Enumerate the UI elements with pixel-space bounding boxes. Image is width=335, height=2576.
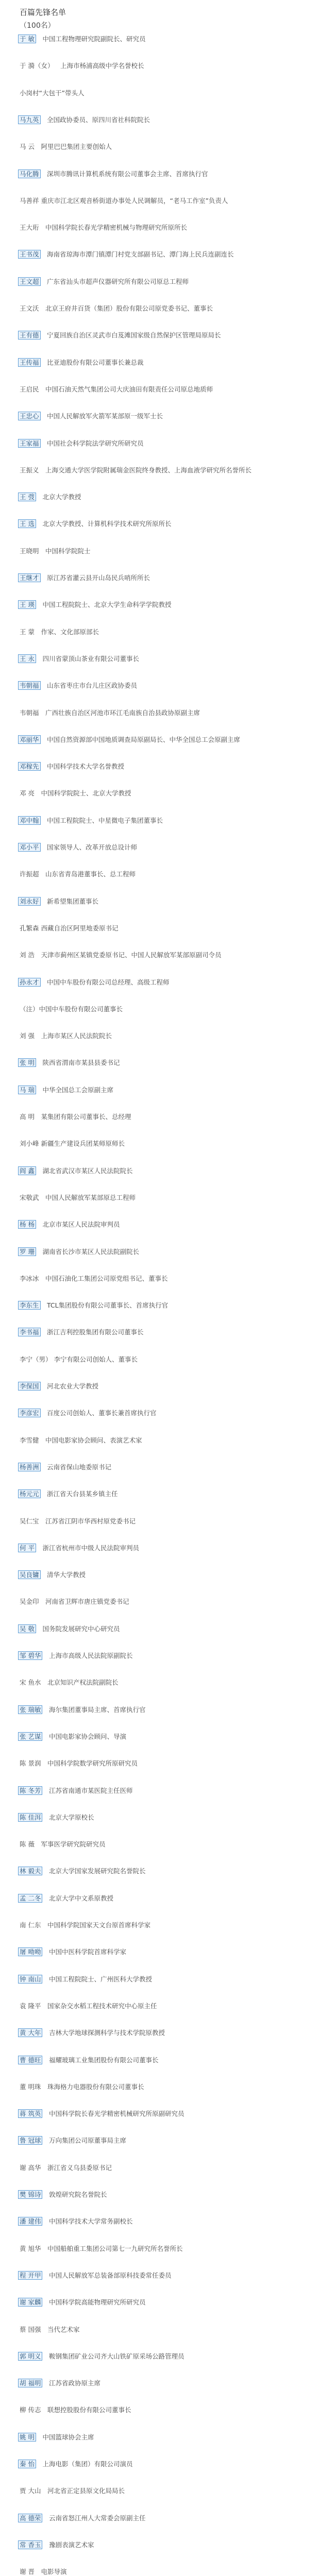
person-name: 胡 福明 — [18, 2379, 42, 2387]
name-entry — [20, 2486, 329, 2496]
name-entry — [18, 2055, 327, 2065]
person-name: 常 香玉 — [18, 2540, 42, 2549]
person-name: 高 德荣 — [18, 2514, 42, 2522]
person-description: 中国工程物理研究院副院长、研究员 — [42, 35, 146, 43]
name-entry — [18, 681, 327, 690]
person-name: 李彦宏 — [18, 1409, 41, 1417]
person-description: 新希望集团董事长 — [47, 897, 99, 905]
person-description: 国家杂交水稻工程技术研究中心原主任 — [47, 2002, 157, 2010]
name-entry — [20, 61, 329, 71]
person-description: 中国自然资源部中国地质调查局原副局长、中华全国总工会原副主席 — [47, 736, 241, 743]
person-description: 上海市杨浦高级中学名誉校长 — [60, 62, 144, 70]
person-description: 北京大学教授、计算机科学技术研究所原所长 — [42, 520, 172, 528]
person-name: 袁 隆平 — [20, 2002, 41, 2010]
name-entry — [20, 2163, 329, 2173]
name-entry — [18, 1570, 327, 1580]
person-description: 马善祥 重庆市江北区观音桥街道办事处人民调解员，“老马工作室”负责人 — [20, 197, 228, 205]
person-description: 深圳市腾讯计算机系统有限公司董事会主席、首席执行官 — [47, 170, 208, 178]
name-entry — [18, 2216, 327, 2226]
person-description: 孔繁森 西藏自治区阿里地委原书记 — [20, 924, 119, 932]
person-description: 广西壮族自治区河池市环江毛南族自治县政协原副主席 — [45, 709, 200, 717]
name-entry — [18, 1247, 327, 1257]
person-name: 贾 大山 — [20, 2487, 41, 2495]
person-description: 比亚迪股份有限公司董事长兼总裁 — [47, 359, 144, 366]
person-description: 中国电影家协会顾问、导演 — [48, 1733, 126, 1740]
name-entry — [18, 600, 327, 609]
person-name: 姚 明 — [18, 2433, 36, 2442]
name-entry — [18, 492, 327, 502]
person-name: 秦 怡 — [18, 2460, 36, 2468]
person-description: 中国科学院院士 — [45, 547, 91, 555]
name-entry — [18, 1732, 327, 1741]
person-description: 中国科学院长春光学精密机械研究所原副研究员 — [48, 2110, 185, 2117]
name-entry — [18, 2136, 327, 2145]
person-name: 吴 敬 — [18, 1624, 36, 1633]
person-description: 阿里巴巴集团主要创始人 — [41, 143, 112, 150]
person-description: 河北省正定县原文化局局长 — [47, 2487, 125, 2495]
person-name: 张 艺谋 — [18, 1732, 42, 1741]
name-entry — [20, 1139, 329, 1148]
name-entry — [18, 1327, 327, 1337]
person-description: 江苏省政协原主席 — [48, 2379, 100, 2387]
person-name: 蔡 国强 — [20, 2326, 41, 2333]
name-entry — [18, 1893, 327, 1903]
person-description: 上海市高级人民法院原副院长 — [48, 1652, 133, 1659]
person-name: 王 选 — [18, 519, 36, 528]
name-entry — [20, 1354, 329, 1364]
person-name: 高 明 — [20, 1113, 35, 1121]
person-description: 中国人民解放军某部原总工程师 — [45, 1194, 136, 1201]
person-description: 中国船舶重工集团公司第七一九研究所名誉所长 — [47, 2245, 183, 2252]
person-description: 天津市蓟州区某镇党委原书记、中国人民解放军某部原副司令员 — [41, 951, 222, 959]
person-name: 王启民 — [20, 385, 39, 393]
person-name: 宋敬武 — [20, 1194, 39, 1201]
name-entry — [20, 1516, 329, 1526]
person-name: 李保国 — [18, 1382, 41, 1391]
person-name: 王书茂 — [18, 250, 41, 259]
person-name: 吴金印 — [20, 1598, 39, 1605]
person-name: 程 开甲 — [18, 2271, 42, 2280]
person-name: 杨 杨 — [18, 1220, 36, 1229]
person-description: （注）中国中车股份有限公司董事长 — [20, 1005, 123, 1013]
person-name: 樊 锦诗 — [18, 2190, 42, 2199]
person-name: 王 永 — [18, 654, 36, 663]
person-name: 张 明 — [18, 1058, 36, 1067]
person-description: 中国工程院院士、中星微电子集团董事长 — [47, 817, 163, 824]
name-entry — [18, 1866, 327, 1876]
person-name: 于 敏 — [18, 35, 36, 43]
person-name: 邓 亮 — [20, 789, 35, 797]
person-name: 刘 浩 — [20, 951, 35, 959]
name-entry — [18, 249, 327, 259]
person-name: 蒋 筑英 — [18, 2109, 42, 2118]
name-entry — [18, 2540, 327, 2550]
name-entry — [18, 2297, 327, 2307]
name-entry — [18, 896, 327, 906]
name-entry — [18, 330, 327, 340]
name-entry — [20, 384, 329, 394]
name-entry — [20, 303, 329, 313]
name-entry — [18, 358, 327, 367]
person-name: 邓稼先 — [18, 762, 41, 771]
person-name: 陈 佳洱 — [18, 1813, 42, 1822]
person-name: 李书福 — [18, 1328, 41, 1336]
person-description: 上海市某区人民法院院长 — [41, 1032, 112, 1040]
name-entry — [18, 2109, 327, 2119]
person-name: 王忠心 — [18, 412, 41, 420]
person-description: 珠海格力电器股份有限公司董事长 — [47, 2083, 144, 2091]
person-name: 鲁 冠球 — [18, 2136, 42, 2145]
name-entry — [18, 2028, 327, 2038]
person-name: 钟 南山 — [18, 1975, 42, 1984]
person-name: 邹 碧华 — [18, 1651, 42, 1660]
name-entry — [18, 1974, 327, 1984]
section-title: 百篇先锋名单 — [20, 8, 66, 17]
name-entry — [18, 1166, 327, 1176]
person-name: 屠 呦呦 — [18, 1947, 42, 1956]
person-name: 谢 晋 — [20, 2568, 35, 2575]
name-entry — [20, 1839, 329, 1849]
person-description: 山东省枣庄市台儿庄区政协委员 — [47, 682, 138, 689]
person-description: 山东省青岛港董事长、总工程师 — [45, 870, 136, 878]
person-name: 林 毅夫 — [18, 1867, 42, 1875]
person-name: 何 平 — [18, 1544, 36, 1552]
name-entry — [18, 977, 327, 987]
person-name: 邓中翰 — [18, 816, 41, 825]
person-name: 王家福 — [18, 439, 41, 448]
person-description: 国家领导人、改革开放总设计师 — [47, 843, 138, 851]
name-entry — [20, 950, 329, 960]
person-description: 敦煌研究院名誉院长 — [48, 2191, 107, 2198]
name-entry — [18, 34, 327, 44]
person-description: 河南省卫辉市唐庄镇党委书记 — [45, 1598, 129, 1605]
person-description: 北京知识产权法院副院长 — [47, 1679, 119, 1686]
person-name: 罗 珊 — [18, 1247, 36, 1256]
person-description: 中国工程院院士、北京大学生命科学学院教授 — [42, 601, 172, 608]
person-name: 孟 二冬 — [18, 1894, 42, 1903]
name-entry — [20, 1004, 329, 1014]
name-entry — [18, 1462, 327, 1472]
name-entry — [18, 1489, 327, 1499]
name-entry — [18, 2459, 327, 2469]
person-name: 潘 建伟 — [18, 2217, 42, 2226]
name-entry — [20, 708, 329, 718]
person-description: 万向集团公司原董事局主席 — [48, 2137, 126, 2144]
person-description: 北京大学教授 — [42, 493, 81, 501]
name-entry — [18, 115, 327, 125]
name-entry — [20, 2405, 329, 2415]
person-description: 云南省怒江州人大常委会原副主任 — [48, 2514, 146, 2522]
person-name: 王文超 — [18, 277, 41, 286]
person-name: 于 漪（女） — [20, 62, 54, 70]
person-name: 杨元元 — [18, 1489, 41, 1498]
name-entry — [18, 169, 327, 179]
name-entry — [18, 1219, 327, 1229]
name-entry — [20, 2001, 329, 2011]
name-entry — [20, 1920, 329, 1930]
name-entry — [20, 1597, 329, 1606]
person-description: 中国中医科学院首席科学家 — [48, 1948, 126, 1956]
name-entry — [18, 816, 327, 825]
name-entry — [18, 1812, 327, 1822]
name-entry — [18, 1300, 327, 1310]
person-name: 孙永才 — [18, 978, 41, 987]
person-description: 原江苏省灌云县开山岛民兵哨所所长 — [47, 574, 150, 582]
person-description: 全国政协委员、原四川省社科院院长 — [47, 116, 150, 124]
person-name: 王继才 — [18, 573, 41, 582]
name-entry — [20, 627, 329, 637]
person-name: 董 明珠 — [20, 2083, 41, 2091]
person-name: 谢 家麟 — [18, 2298, 42, 2307]
name-entry — [20, 788, 329, 798]
person-name: 李东生 — [18, 1301, 41, 1310]
name-entry — [20, 2325, 329, 2334]
name-entry — [18, 1058, 327, 1067]
person-description: 浙江省杭州市中级人民法院审判员 — [42, 1544, 139, 1552]
person-name: 刘永好 — [18, 897, 41, 906]
person-name: 王传福 — [18, 358, 41, 367]
person-description: 清华大学教授 — [47, 1571, 86, 1579]
person-description: 鞍钢集团矿业公司齐大山铁矿原采场公路管理员 — [48, 2352, 185, 2360]
name-entry — [18, 735, 327, 744]
person-description: 中国篮球协会主席 — [42, 2433, 94, 2441]
person-description: 中国中车股份有限公司总经理、高级工程师 — [47, 978, 170, 986]
name-entry — [20, 2244, 329, 2253]
name-entry — [18, 2378, 327, 2388]
name-entry — [18, 1085, 327, 1095]
person-name: 许振超 — [20, 870, 39, 878]
person-description: 陕西省渭南市某县县委书记 — [42, 1059, 120, 1066]
name-entry — [20, 223, 329, 232]
person-name: 柳 传志 — [20, 2406, 41, 2414]
person-description: 中国科学院国家天文台原首席科学家 — [47, 1921, 150, 1929]
person-name: 马 云 — [20, 143, 35, 150]
name-entry — [20, 869, 329, 879]
person-description: 河北农业大学教授 — [47, 1382, 99, 1390]
person-description: 中国科学院长春光学精密机械与物理研究所原所长 — [45, 224, 188, 231]
person-name: 曹 德旺 — [18, 2056, 42, 2064]
person-description: 北京大学国家发展研究院名誉院长 — [48, 1867, 146, 1875]
name-entry — [18, 1786, 327, 1795]
person-description: 湖北省武汉市某区人民法院院长 — [42, 1167, 133, 1175]
name-entry — [18, 1408, 327, 1418]
person-name: 王文沃 — [20, 304, 39, 312]
name-entry — [18, 2513, 327, 2523]
name-entry — [20, 196, 329, 206]
person-name: 王有德 — [18, 331, 41, 340]
name-entry — [20, 546, 329, 556]
name-entry — [18, 1947, 327, 1957]
section-count: （100名） — [20, 22, 55, 30]
person-description: 浙江省天台县某乡镇主任 — [47, 1490, 118, 1498]
person-name: 马化腾 — [18, 170, 41, 178]
person-name: 王 蒙 — [20, 628, 35, 636]
name-entry — [18, 2190, 327, 2199]
person-description: 浙江省义乌县委原书记 — [47, 2164, 112, 2172]
person-description: TCL集团股份有限公司董事长、首席执行官 — [47, 1301, 169, 1309]
name-entry — [18, 2351, 327, 2361]
person-name: 杨善洲 — [18, 1463, 41, 1471]
name-entry — [20, 2082, 329, 2092]
person-name: 王 瑛 — [18, 600, 36, 609]
person-description: 作家、文化部原部长 — [41, 628, 99, 636]
person-name: 陈 冬芳 — [18, 1786, 42, 1795]
person-description: 中国石油化工集团公司原党组书记、董事长 — [45, 1275, 168, 1282]
person-description: 湖南省长沙市某区人民法院副院长 — [42, 1248, 139, 1256]
name-entry — [18, 1624, 327, 1634]
person-name: 黄 旭华 — [20, 2245, 41, 2252]
person-description: 电影导演 — [41, 2568, 67, 2575]
person-description: 某集团有限公司董事长、总经理 — [41, 1113, 131, 1121]
name-entry — [20, 88, 329, 98]
person-description: 中国科学技术大学常务副校长 — [48, 2217, 133, 2225]
person-name: 谢 高华 — [20, 2164, 41, 2172]
name-entry — [18, 842, 327, 852]
person-name: 李冰冰 — [20, 1275, 39, 1282]
person-name: 吴仁宝 — [20, 1517, 39, 1525]
person-name: 宋 鱼水 — [20, 1679, 41, 1686]
person-description: 海尔集团董事局主席、首席执行官 — [48, 1706, 146, 1714]
name-entry — [20, 1758, 329, 1768]
person-description: 联想控股股份有限公司董事长 — [47, 2406, 131, 2414]
person-description: 中国科学院院士、北京大学教授 — [41, 789, 131, 797]
person-description: 浙江吉利控股集团有限公司董事长 — [47, 1328, 144, 1336]
person-description: 中国石油天然气集团公司大庆油田有限责任公司原总地质师 — [45, 385, 213, 393]
person-description: 广东省汕头市超声仪器研究所有限公司原总工程师 — [47, 278, 189, 285]
person-name: 王晓明 — [20, 547, 39, 555]
person-description: 中国科学院数学研究所原研究员 — [47, 1759, 138, 1767]
person-description: 中国人民解放军火箭军某部原一级军士长 — [47, 412, 163, 420]
person-name: 吴良镛 — [18, 1570, 41, 1579]
person-description: 云南省保山地委原书记 — [47, 1463, 112, 1471]
person-name: 王振义 — [20, 466, 39, 474]
person-name: 张 瑞敏 — [18, 1705, 42, 1714]
person-description: 上海电影（集团）有限公司演员 — [42, 2460, 133, 2468]
person-name: 刘 强 — [20, 1032, 35, 1040]
person-description: 国务院发展研究中心研究员 — [42, 1625, 120, 1633]
person-name: 陈 薇 — [20, 1840, 35, 1848]
name-entry — [18, 1651, 327, 1660]
name-entry — [18, 1705, 327, 1715]
person-description: 海南省琼海市潭门镇潭门村党支部副书记、潭门海上民兵连副连长 — [47, 250, 234, 258]
name-entry — [18, 2432, 327, 2442]
name-entry — [20, 1031, 329, 1041]
person-description: 北京大学原校长 — [48, 1814, 94, 1821]
person-description: 李宁（男） 李宁有限公司创始人、董事长 — [20, 1355, 138, 1363]
name-entry — [18, 438, 327, 448]
person-description: 上海交通大学医学院附属瑞金医院终身教授、上海血液学研究所名誉所长 — [45, 466, 252, 474]
name-entry — [20, 1112, 329, 1122]
name-entry — [20, 1193, 329, 1202]
name-entry — [20, 923, 329, 933]
name-entry — [18, 2270, 327, 2280]
person-name: 邓丽华 — [18, 735, 41, 744]
person-description: 江苏省南通市某医院主任医师 — [48, 1787, 133, 1794]
person-description: 吉林大学地球探测科学与技术学院原教授 — [48, 2029, 165, 2037]
person-name: 李雪健 — [20, 1436, 39, 1444]
name-entry — [18, 411, 327, 421]
name-entry — [20, 2567, 329, 2576]
person-name: 韦朝福 — [18, 681, 41, 690]
name-entry — [18, 573, 327, 583]
person-description: 江苏省江阴市华西村原党委书记 — [45, 1517, 136, 1525]
person-description: 当代艺术家 — [47, 2326, 80, 2333]
person-description: 军事医学研究院研究员 — [41, 1840, 106, 1848]
name-entry — [20, 465, 329, 475]
person-description: 北京王府井百货（集团）股份有限公司原党委书记、董事长 — [45, 304, 213, 312]
name-entry — [18, 277, 327, 286]
person-name: 马 瑞 — [18, 1086, 36, 1094]
person-name: 黄 大年 — [18, 2028, 42, 2037]
name-entry — [18, 761, 327, 771]
person-description: 中国人民解放军总装备部原科技委常任委员 — [48, 2272, 172, 2279]
person-description: 福耀玻璃工业集团股份有限公司董事长 — [48, 2056, 159, 2064]
person-description: 刘小峰 新疆生产建设兵团某师原师长 — [20, 1140, 125, 1147]
person-description: 百度公司创始人、董事长兼首席执行官 — [47, 1409, 157, 1417]
person-description: 宁夏回族自治区灵武市白芨滩国家级自然保护区管理局原局长 — [47, 331, 221, 339]
name-entry — [20, 1677, 329, 1687]
person-description: 豫剧表演艺术家 — [48, 2541, 94, 2549]
name-entry — [20, 1274, 329, 1283]
person-description: 中国科学技术大学名誉教授 — [47, 762, 125, 770]
person-description: 中国科学院高能物理研究所研究员 — [48, 2298, 146, 2306]
name-entry — [18, 654, 327, 664]
person-description: 中国工程院院士、广州医科大学教授 — [48, 1975, 152, 1983]
name-entry — [20, 142, 329, 151]
person-name: 王大珩 — [20, 224, 39, 231]
person-description: 中国社会科学院法学研究所研究员 — [47, 439, 144, 447]
name-entry — [18, 519, 327, 529]
name-entry — [18, 1381, 327, 1391]
person-name: 王 弢 — [18, 493, 36, 501]
person-description: 北京大学中文系原教授 — [48, 1894, 113, 1902]
person-description: 中华全国总工会原副主席 — [42, 1086, 113, 1094]
person-description: 小岗村“大包干”带头人 — [20, 89, 85, 97]
person-name: 马九英 — [18, 115, 41, 124]
person-name: 邓小平 — [18, 843, 41, 852]
name-entry — [20, 1435, 329, 1445]
person-description: 北京市某区人民法院审判员 — [42, 1221, 120, 1228]
person-name: 郭 明义 — [18, 2352, 42, 2361]
person-name: 南 仁东 — [20, 1921, 41, 1929]
name-entry — [18, 1543, 327, 1553]
person-description: 四川省蒙顶山茶业有限公司董事长 — [42, 655, 139, 663]
person-name: 韦朝福 — [20, 709, 39, 717]
person-name: 阎 鑫 — [18, 1166, 36, 1175]
person-name: 陈 景润 — [20, 1759, 41, 1767]
person-description: 中国电影家协会顾问、表演艺术家 — [45, 1436, 142, 1444]
